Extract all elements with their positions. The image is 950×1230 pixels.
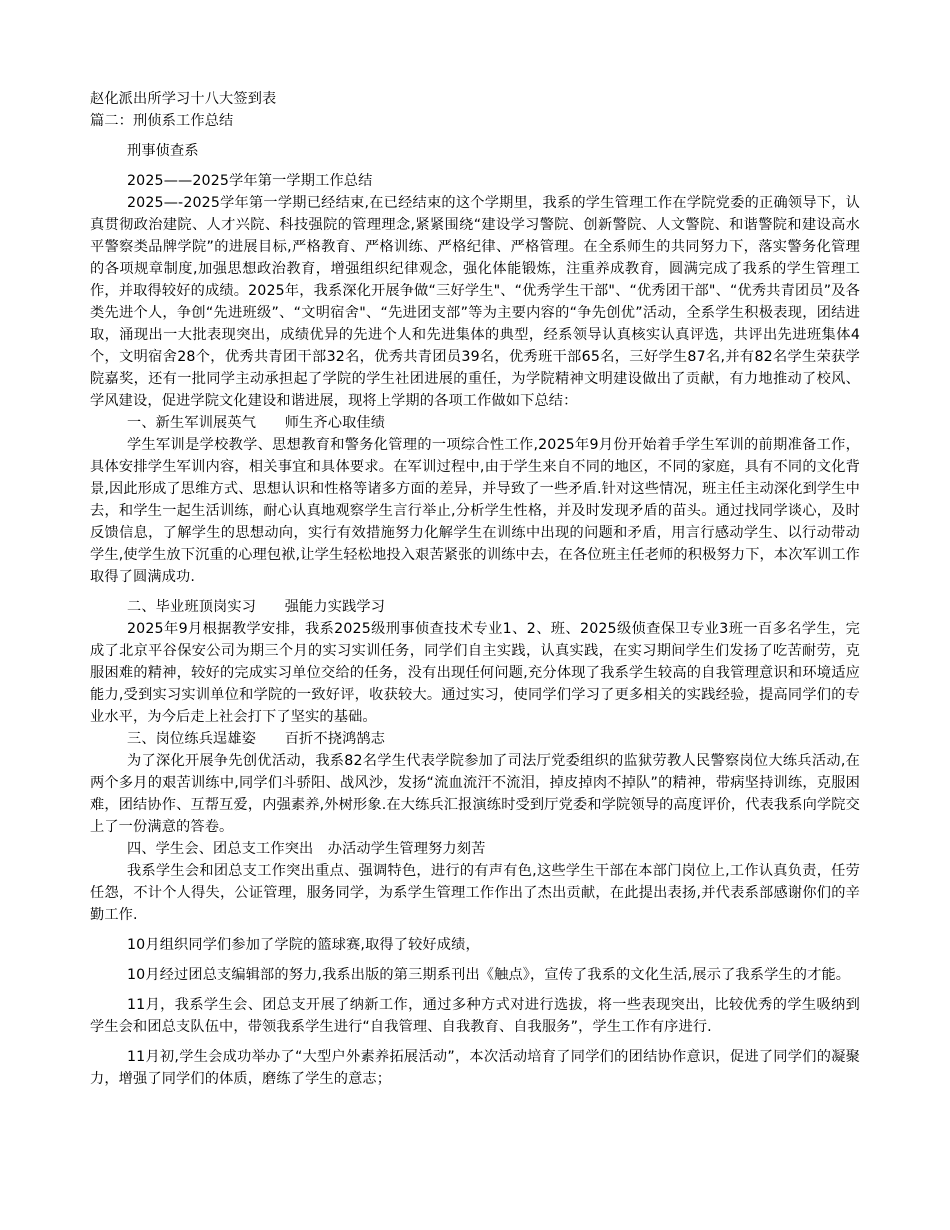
department-name: 刑事侦查系 bbox=[127, 143, 199, 159]
body-paragraph: 我系学生会和团总支工作突出重点、强调特色，进行的有声有色,这些学生干部在本部门岗位上,工作认真负责，任劳任怨，不计个人得失，公证管理，服务同学，为系学生管理工作作出了杰出贡献，在此提出表扬,并代表系部感谢你们的辛勤工作. bbox=[90, 863, 860, 923]
body-paragraph: 学生军训是学校教学、思想教育和警务化管理的一项综合性工作,2025年9月份开始着手学生军训的前期准备工作，具体安排学生军训内容，相关事宜和具体要求。在军训过程中,由于学生来自不同的地区，不同的家庭，具有不同的文化背景,因此形成了思维方式、思想认识和性格等诸多方面的差异，并导致了一些矛盾.针对这些情况，班主任主动深化到学生中去，和学生一起生活训练，耐心认真地观察学生言行举止,分析学生性格，并及时发现矛盾的苗头。通过找同学谈心，及时反馈信息，了解学生的思想动向，实行有效措施努力化解学生在训练中出现的问题和矛盾，用言行感动学生、以行动带动学生,使学生放下沉重的心理包袱,让学生轻松地投入艰苦紧张的训练中去，在各位班主任老师的积极努力下，本次军训工作取得了圆满成功. bbox=[90, 437, 860, 585]
body-paragraph: 为了深化开展争先创优活动，我系82名学生代表学院参加了司法厅党委组织的监狱劳教人民警察岗位大练兵活动,在两个多月的艰苦训练中,同学们斗骄阳、战风沙，发扬“流血流汗不流泪，掉皮掉肉不掉队”的精神，带病坚持训练，克服困难，团结协作、互帮互爱，内强素养,外树形象.在大练兵汇报演练时受到厅党委和学院领导的高度评价，代表我系向学院交上了一份满意的答卷。 bbox=[90, 753, 860, 835]
body-paragraph: 11月初,学生会成功举办了“大型户外素养拓展活动”，本次活动培育了同学们的团结协作意识，促进了同学们的凝聚力，增强了同学们的体质，磨练了学生的意志； bbox=[90, 1049, 860, 1087]
section-heading: 一、新生军训展英气 师生齐心取佳绩 bbox=[127, 415, 386, 431]
section-heading: 四、学生会、团总支工作突出 办活动学生管理努力刻苦 bbox=[127, 841, 486, 857]
report-subtitle: 2025——2025学年第一学期工作总结 bbox=[127, 173, 373, 189]
section-heading: 二、毕业班顶岗实习 强能力实践学习 bbox=[127, 599, 386, 615]
section-heading: 三、岗位练兵逞雄姿 百折不挠鸿鹄志 bbox=[127, 731, 386, 747]
body-paragraph: 10月经过团总支编辑部的努力,我系出版的第三期系刊出《触点》，宣传了我系的文化生活,展示了我系学生的才能。 bbox=[127, 967, 851, 983]
document-title-line: 赵化派出所学习十八大签到表 bbox=[90, 91, 277, 107]
intro-paragraph: 2025—-2025学年第一学期已经结束,在已经结束的这个学期里，我系的学生管理工作在学院党委的正确领导下，认真贯彻政治建院、人才兴院、科技强院的管理理念,紧紧围绕“建设学习警院、创新警院、人文警院、和谐警院和建设高水平警察类品牌学院”的进展目标,严格教育、严格训练、严格纪律、严格管理。在全系师生的共同努力下，落实警务化管理的各项规章制度,加强思想政治教育，增强组织纪律观念，强化体能锻炼，注重养成教育，圆满完成了我系的学生管理工作，并取得较好的成绩。2025年，我系深化开展争做“三好学生"、“优秀学生干部"、“优秀团干部"、“优秀共青团员”及各类先进个人，争创“先进班级”、“文明宿舍"、“先进团支部”等为主要内容的“争先创优”活动，全系学生积极表现，团结进取，涌现出一大批表现突出，成绩优异的先进个人和先进集体的典型，经系领导认真核实认真评选，共评出先进班集体4个，文明宿舍28个，优秀共青团干部32名，优秀共青团员39名，优秀班干部65名，三好学生87名,并有82名学生荣获学院嘉奖，还有一批同学主动承担起了学院的学生社团进展的重任，为学院精神文明建设做出了贡献，有力地推动了校风、学风建设，促进学院文化建设和谐进展，现将上学期的各项工作做如下总结： bbox=[90, 195, 860, 409]
body-paragraph: 11月，我系学生会、团总支开展了纳新工作，通过多种方式对进行选拔，将一些表现突出，比较优秀的学生吸纳到学生会和团总支队伍中，带领我系学生进行“自我管理、自我教育、自我服务”，学生工作有序进行. bbox=[90, 997, 860, 1035]
section-title-line: 篇二：刑侦系工作总结 bbox=[90, 113, 234, 129]
body-paragraph: 10月组织同学们参加了学院的篮球赛,取得了较好成绩， bbox=[127, 937, 480, 953]
document-body bbox=[90, 88, 860, 1090]
body-paragraph: 2025年9月根据教学安排，我系2025级刑事侦查技术专业1、2、班、2025级侦查保卫专业3班一百多名学生，完成了北京平谷保安公司为期三个月的实习实训任务，同学们自主实践，认真实践，在实习期间学生们发扬了吃苦耐劳，克服困难的精神，较好的完成实习单位交给的任务，没有出现任何问题,充分体现了我系学生较高的自我管理意识和环境适应能力,受到实习实训单位和学院的一致好评，收获较大。通过实习，使同学们学习了更多相关的实践经验，提高同学们的专业水平，为今后走上社会打下了坚实的基础。 bbox=[90, 621, 860, 725]
